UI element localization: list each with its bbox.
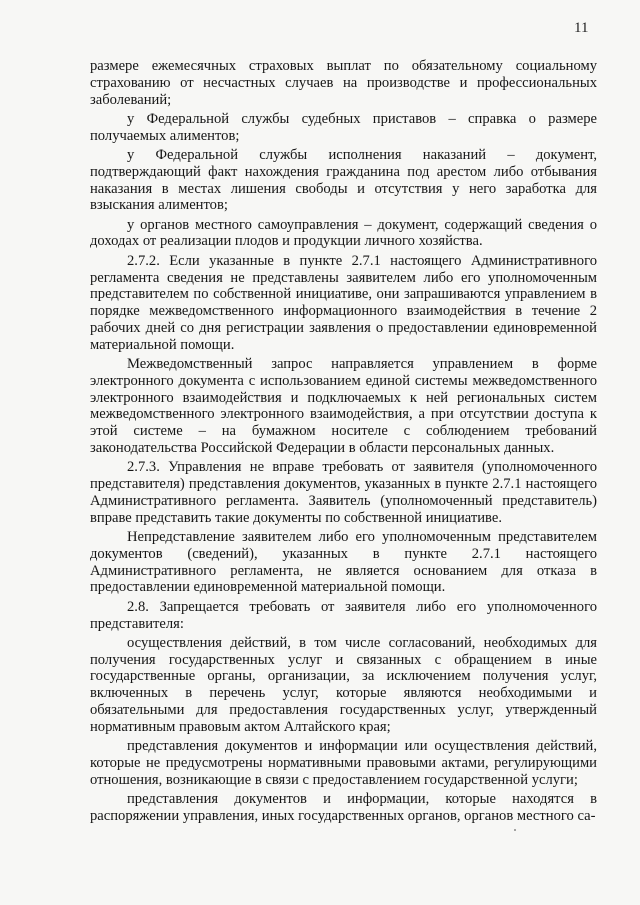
paragraph: у органов местного самоуправления – документ, содержащий сведения о доходах от реализации плодов и продукции личного хозяйства.	[90, 216, 597, 250]
paragraph: у Федеральной службы судебных приставов – справка о размере получаемых алиментов;	[90, 110, 597, 144]
document-body	[90, 58, 597, 827]
scan-speck	[514, 829, 516, 831]
page-number: 11	[574, 20, 589, 36]
paragraph: представления документов и информации или осуществления действий, которые не предусмотрены нормативными правовыми актами, регулирующими отношения, возникающие в связи с предоставлением государственной услуги;	[90, 738, 597, 788]
paragraph: у Федеральной службы исполнения наказаний – документ, подтверждающий факт нахождения гражданина под арестом либо отбывания наказания в местах лишения свободы и отсутствия у него заработка для взыскания алиментов;	[90, 146, 597, 214]
paragraph: осуществления действий, в том числе согласований, необходимых для получения государственных услуг и связанных с обращением в иные государственные органы, организации, за исключением получения услуг, включенных в перечень услуг, которые являются необходимыми и обязательными для предоставления государственных услуг, утвержденный нормативным правовым актом Алтайского края;	[90, 634, 597, 735]
paragraph: представления документов и информации, которые находятся в распоряжении управления, иных государственных органов, органов местного са-	[90, 790, 597, 824]
paragraph: 2.8. Запрещается требовать от заявителя либо его уполномоченного представителя:	[90, 598, 597, 632]
paragraph: Непредставление заявителем либо его уполномоченным представителем документов (сведений), указанных в пункте 2.7.1 настоящего Административного регламента, не является основанием для отказа в предоставлении единовременной материальной помощи.	[90, 529, 597, 596]
paragraph: 2.7.2. Если указанные в пункте 2.7.1 настоящего Административного регламента сведения не представлены заявителем либо его уполномоченным представителем по собственной инициативе, они запрашиваются управлением в порядке межведомственного информационного взаимодействия в течение 2 рабочих дней со дня регистрации заявления о предоставлении единовременной материальной помощи.	[90, 252, 597, 353]
paragraph: размере ежемесячных страховых выплат по обязательному социальному страхованию от несчастных случаев на производстве и профессиональных заболеваний;	[90, 58, 597, 108]
paragraph: 2.7.3. Управления не вправе требовать от заявителя (уполномоченного представителя) представления документов, указанных в пункте 2.7.1 настоящего Административного регламента. Заявитель (уполномоченный представитель) вправе представить такие документы по собственной инициативе.	[90, 459, 597, 526]
paragraph: Межведомственный запрос направляется управлением в форме электронного документа с использованием единой системы межведомственного электронного взаимодействия и подключаемых к ней региональных систем межведомственного электронного взаимодействия, а при отсутствии доступа к этой системе – на бумажном носителе с соблюдением требований законодательства Российской Федерации в области персональных данных.	[90, 356, 597, 457]
